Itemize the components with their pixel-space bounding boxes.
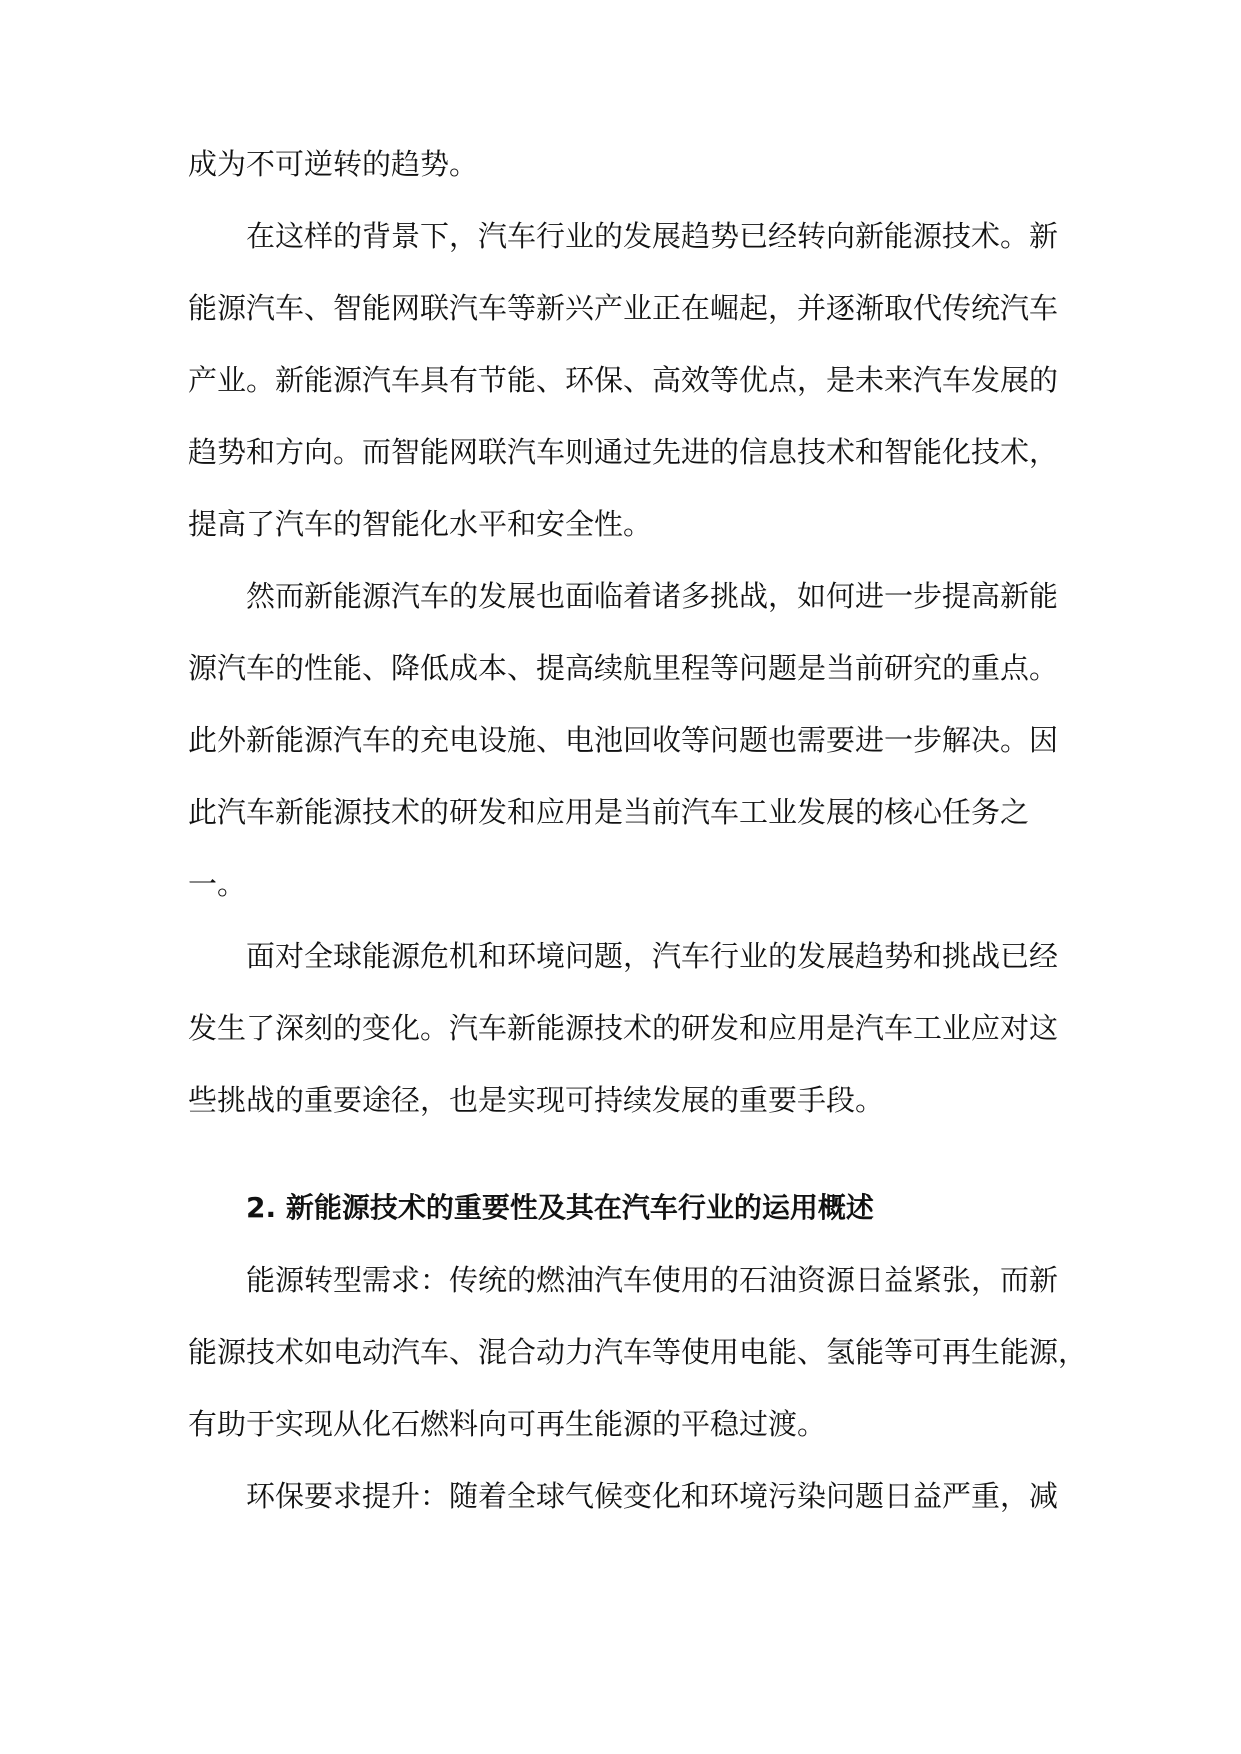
text-line: 一。 <box>188 867 247 901</box>
text-line: 能源转型需求：传统的燃油汽车使用的石油资源日益紧张，而新 <box>246 1263 1059 1297</box>
text-line: 趋势和方向。而智能网联汽车则通过先进的信息技术和智能化技术， <box>188 435 1059 469</box>
text-line: 些挑战的重要途径，也是实现可持续发展的重要手段。 <box>188 1083 885 1117</box>
text-line: 提高了汽车的智能化水平和安全性。 <box>188 507 653 541</box>
text-line: 此汽车新能源技术的研发和应用是当前汽车工业发展的核心任务之 <box>188 795 1030 829</box>
text-line: 面对全球能源危机和环境问题，汽车行业的发展趋势和挑战已经 <box>246 939 1059 973</box>
text-line: 环保要求提升：随着全球气候变化和环境污染问题日益严重，减 <box>246 1479 1059 1513</box>
document-body <box>188 128 1088 1532</box>
text-line: 能源汽车、智能网联汽车等新兴产业正在崛起，并逐渐取代传统汽车 <box>188 291 1059 325</box>
section-heading: 2. 新能源技术的重要性及其在汽车行业的运用概述 <box>246 1191 874 1224</box>
text-line: 发生了深刻的变化。汽车新能源技术的研发和应用是汽车工业应对这 <box>188 1011 1059 1045</box>
text-line: 产业。新能源汽车具有节能、环保、高效等优点，是未来汽车发展的 <box>188 363 1059 397</box>
text-line: 此外新能源汽车的充电设施、电池回收等问题也需要进一步解决。因 <box>188 723 1059 757</box>
text-line: 在这样的背景下，汽车行业的发展趋势已经转向新能源技术。新 <box>246 219 1059 253</box>
text-line: 然而新能源汽车的发展也面临着诸多挑战，如何进一步提高新能 <box>246 579 1059 613</box>
text-line: 成为不可逆转的趋势。 <box>188 147 479 181</box>
text-line: 有助于实现从化石燃料向可再生能源的平稳过渡。 <box>188 1407 827 1441</box>
text-line: 能源技术如电动汽车、混合动力汽车等使用电能、氢能等可再生能源， <box>188 1335 1088 1369</box>
text-line: 源汽车的性能、降低成本、提高续航里程等问题是当前研究的重点。 <box>188 651 1059 685</box>
section-gap <box>188 1136 1058 1172</box>
